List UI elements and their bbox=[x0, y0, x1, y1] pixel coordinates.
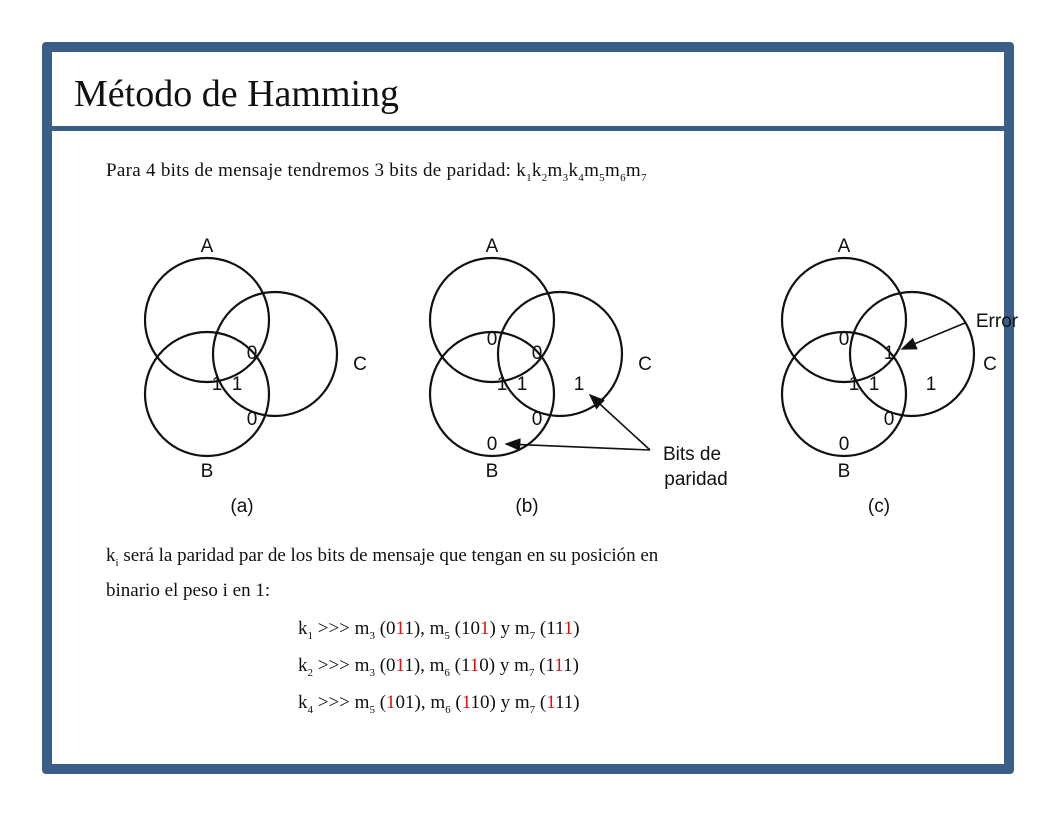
rule-bit: 1 bbox=[395, 618, 405, 639]
label-c: C bbox=[353, 354, 367, 375]
venn-diagram-b bbox=[430, 258, 622, 456]
rule-m-subscript: 5 bbox=[444, 629, 450, 642]
rule-m-subscript: 7 bbox=[528, 666, 535, 679]
rule-k: k bbox=[298, 655, 308, 676]
rule-bit: 1 bbox=[404, 655, 414, 676]
rule-paren: ( bbox=[449, 618, 461, 639]
rule-paren: ), bbox=[413, 655, 425, 676]
bit-ab: 1 bbox=[211, 374, 223, 395]
bit-abc: 1 bbox=[516, 374, 528, 395]
rule-bit: 1 bbox=[563, 618, 574, 639]
bit-a: 0 bbox=[838, 329, 850, 350]
rule-m: m bbox=[509, 655, 529, 676]
code-symbol: m bbox=[625, 160, 641, 181]
rule-bit: 1 bbox=[395, 655, 405, 676]
intro-sentence: Para 4 bits de mensaje tendremos 3 bits de paridad: bbox=[106, 160, 517, 181]
rule-paren: ( bbox=[374, 692, 387, 713]
intro-text bbox=[106, 160, 647, 184]
rule-bit: 1 bbox=[404, 618, 414, 639]
description-line1: será la paridad par de los bits de mensaje que tengan en su posición en bbox=[118, 545, 659, 566]
rule-arrow: >>> bbox=[313, 692, 355, 713]
rule-bit: 0 bbox=[470, 618, 480, 639]
rule-m: m bbox=[354, 618, 370, 639]
bit-ac: 0 bbox=[531, 343, 543, 364]
rule-paren: ) bbox=[573, 618, 580, 639]
rule-paren: ) y bbox=[489, 618, 511, 639]
venn-diagram-a bbox=[145, 258, 337, 456]
rule-paren: ) y bbox=[489, 692, 511, 713]
bit-ac: 0 bbox=[246, 343, 258, 364]
caption-c: (c) bbox=[867, 496, 891, 517]
bit-bc: 0 bbox=[531, 409, 543, 430]
rule-bit: 1 bbox=[480, 618, 490, 639]
bit-abc: 1 bbox=[868, 374, 880, 395]
rule-m: m bbox=[354, 692, 370, 713]
rule-k-subscript: 4 bbox=[307, 703, 313, 716]
label-a: A bbox=[837, 236, 851, 257]
rule-bit: 1 bbox=[545, 655, 555, 676]
codeword-layout bbox=[516, 160, 647, 184]
circle-c bbox=[498, 292, 622, 416]
rule-paren: ( bbox=[450, 692, 462, 713]
circle-c bbox=[213, 292, 337, 416]
label-c: C bbox=[638, 354, 652, 375]
code-subscript: 7 bbox=[640, 171, 647, 184]
rule-bit: 1 bbox=[554, 655, 564, 676]
bit-bc: 0 bbox=[883, 409, 895, 430]
label-c-c: C bbox=[983, 354, 997, 375]
code-subscript: 1 bbox=[526, 171, 532, 184]
rule-paren: ) y bbox=[488, 655, 510, 676]
rule-k-subscript: 1 bbox=[307, 629, 313, 642]
annotation-error: Error bbox=[975, 311, 1019, 332]
rule-bit: 1 bbox=[554, 692, 564, 713]
rule-bit: 1 bbox=[461, 692, 471, 713]
rule-bit: 1 bbox=[563, 655, 573, 676]
rule-k-subscript: 2 bbox=[307, 666, 313, 679]
rule-bit: 1 bbox=[470, 692, 480, 713]
label-a: A bbox=[485, 236, 499, 257]
venn-diagram-c bbox=[782, 258, 974, 456]
bit-abc: 1 bbox=[231, 374, 243, 395]
rule-paren: ) bbox=[573, 692, 580, 713]
code-subscript: 3 bbox=[562, 171, 569, 184]
code-subscript: 4 bbox=[578, 171, 585, 184]
rule-m: m bbox=[424, 618, 445, 639]
rule-m-subscript: 3 bbox=[369, 629, 375, 642]
code-subscript: 2 bbox=[541, 171, 548, 184]
code-symbol: k bbox=[531, 160, 542, 181]
rule-bit: 0 bbox=[395, 692, 406, 713]
rule-bit: 0 bbox=[386, 655, 396, 676]
bit-ac: 1 bbox=[883, 343, 895, 364]
code-symbol: m bbox=[604, 160, 621, 181]
venn-diagrams bbox=[92, 212, 1019, 522]
bit-b: 0 bbox=[838, 434, 850, 455]
arrow-to-parity-b bbox=[506, 444, 650, 450]
rule-m: m bbox=[510, 692, 530, 713]
slide-title: Método de Hamming bbox=[74, 73, 400, 115]
parity-rule bbox=[298, 692, 580, 716]
rule-paren: ), bbox=[413, 618, 425, 639]
code-subscript: 6 bbox=[620, 171, 626, 184]
rule-bit: 0 bbox=[479, 655, 489, 676]
code-symbol: k bbox=[568, 160, 579, 181]
bit-a: 0 bbox=[486, 329, 498, 350]
slide-frame bbox=[42, 42, 1019, 774]
circle-c bbox=[850, 292, 974, 416]
bit-c: 1 bbox=[925, 374, 937, 395]
rule-m: m bbox=[510, 618, 530, 639]
rule-k: k bbox=[298, 618, 308, 639]
k-symbol: k bbox=[106, 545, 116, 566]
parity-rule bbox=[298, 655, 579, 679]
rule-arrow: >>> bbox=[313, 618, 355, 639]
rule-k: k bbox=[298, 692, 308, 713]
parity-description bbox=[106, 542, 926, 605]
rule-arrow: >>> bbox=[313, 655, 355, 676]
caption-a: (a) bbox=[230, 496, 254, 517]
rule-paren: ( bbox=[374, 655, 387, 676]
bit-ab: 1 bbox=[848, 374, 860, 395]
annotation-paridad: paridad bbox=[664, 469, 728, 490]
rule-bit: 1 bbox=[405, 692, 415, 713]
rule-paren: ), bbox=[414, 692, 426, 713]
rule-paren: ( bbox=[535, 692, 547, 713]
rule-bit: 0 bbox=[480, 692, 490, 713]
caption-b: (b) bbox=[515, 496, 539, 517]
label-b: B bbox=[200, 461, 214, 482]
rule-paren: ( bbox=[534, 655, 546, 676]
k-subscript: i bbox=[115, 556, 119, 569]
code-symbol: m bbox=[547, 160, 563, 181]
rule-m-subscript: 3 bbox=[369, 666, 375, 679]
rule-bit: 1 bbox=[546, 692, 555, 713]
arrow-to-parity-c bbox=[590, 395, 650, 450]
description-line2: binario el peso i en 1: bbox=[106, 579, 271, 601]
rule-bit: 1 bbox=[386, 692, 396, 713]
bit-ab: 1 bbox=[496, 374, 508, 395]
rule-m-subscript: 7 bbox=[529, 703, 536, 716]
rule-bit: 1 bbox=[461, 618, 471, 639]
bit-b: 0 bbox=[486, 434, 498, 455]
parity-rule bbox=[298, 618, 580, 642]
rule-m: m bbox=[425, 692, 446, 713]
code-symbol: m bbox=[584, 160, 600, 181]
title-bar bbox=[52, 52, 1004, 131]
rule-bit: 1 bbox=[554, 618, 564, 639]
rule-m-subscript: 6 bbox=[444, 666, 450, 679]
label-a: A bbox=[200, 236, 214, 257]
rule-bit: 1 bbox=[546, 618, 555, 639]
bit-c: 1 bbox=[573, 374, 585, 395]
rule-m-subscript: 5 bbox=[369, 703, 375, 716]
annotation-bits-de: Bits de bbox=[662, 444, 722, 465]
rule-m-subscript: 6 bbox=[445, 703, 451, 716]
label-b: B bbox=[837, 461, 851, 482]
code-subscript: 5 bbox=[599, 171, 605, 184]
rule-bit: 1 bbox=[469, 655, 480, 676]
rule-paren: ( bbox=[535, 618, 547, 639]
label-b: B bbox=[485, 461, 499, 482]
rule-m: m bbox=[354, 655, 370, 676]
rule-m: m bbox=[424, 655, 445, 676]
rule-bit: 1 bbox=[461, 655, 470, 676]
rule-paren: ( bbox=[374, 618, 387, 639]
rule-m-subscript: 7 bbox=[529, 629, 536, 642]
rule-paren: ( bbox=[449, 655, 461, 676]
rule-bit: 0 bbox=[386, 618, 396, 639]
rule-paren: ) bbox=[572, 655, 579, 676]
code-symbol: k bbox=[516, 160, 527, 181]
bit-bc: 0 bbox=[246, 409, 258, 430]
arrow-to-error bbox=[902, 323, 965, 349]
rule-bit: 1 bbox=[563, 692, 574, 713]
